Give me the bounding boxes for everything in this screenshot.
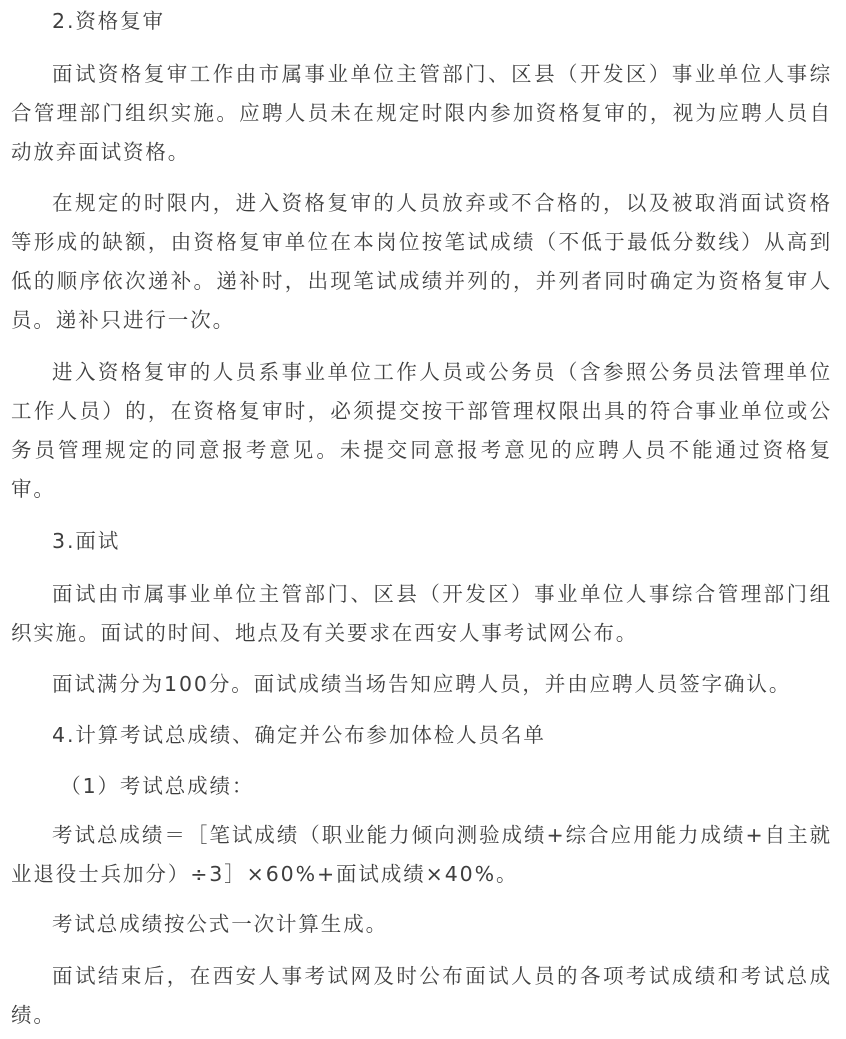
paragraph-score-formula: 考试总成绩＝［笔试成绩（职业能力倾向测验成绩+综合应用能力成绩+自主就业退役士兵加分）÷3］×60%+面试成绩×40%。 bbox=[11, 823, 832, 886]
section-heading-total-score: 4.计算考试总成绩、确定并公布参加体检人员名单 bbox=[52, 723, 546, 747]
paragraph-review-organization: 面试资格复审工作由市属事业单位主管部门、区县（开发区）事业单位人事综合管理部门组织实施。应聘人员未在规定时限内参加资格复审的，视为应聘人员自动放弃面试资格。 bbox=[11, 62, 832, 164]
paragraph-interview-organization: 面试由市属事业单位主管部门、区县（开发区）事业单位人事综合管理部门组织实施。面试的时间、地点及有关要求在西安人事考试网公布。 bbox=[11, 582, 832, 645]
section-heading-interview: 3.面试 bbox=[52, 529, 121, 553]
subheading-total-score: （1）考试总成绩： bbox=[60, 774, 255, 798]
paragraph-vacancy-backfill: 在规定的时限内，进入资格复审的人员放弃或不合格的，以及被取消面试资格等形成的缺额，由资格复审单位在本岗位按笔试成绩（不低于最低分数线）从高到低的顺序依次递补。递补时，出现笔试成绩并列的，并列者同时确定为资格复审人员。递补只进行一次。 bbox=[11, 191, 832, 332]
paragraph-interview-score: 面试满分为100分。面试成绩当场告知应聘人员，并由应聘人员签字确认。 bbox=[52, 672, 792, 696]
paragraph-employee-consent: 进入资格复审的人员系事业单位工作人员或公务员（含参照公务员法管理单位工作人员）的，在资格复审时，必须提交按干部管理权限出具的符合事业单位或公务员管理规定的同意报考意见。未提交同意报考意见的应聘人员不能通过资格复审。 bbox=[11, 360, 832, 501]
paragraph-score-publication: 面试结束后，在西安人事考试网及时公布面试人员的各项考试成绩和考试总成绩。 bbox=[11, 964, 832, 1027]
section-heading-qualification-review: 2.资格复审 bbox=[52, 9, 165, 33]
paragraph-formula-calculation: 考试总成绩按公式一次计算生成。 bbox=[52, 912, 388, 936]
